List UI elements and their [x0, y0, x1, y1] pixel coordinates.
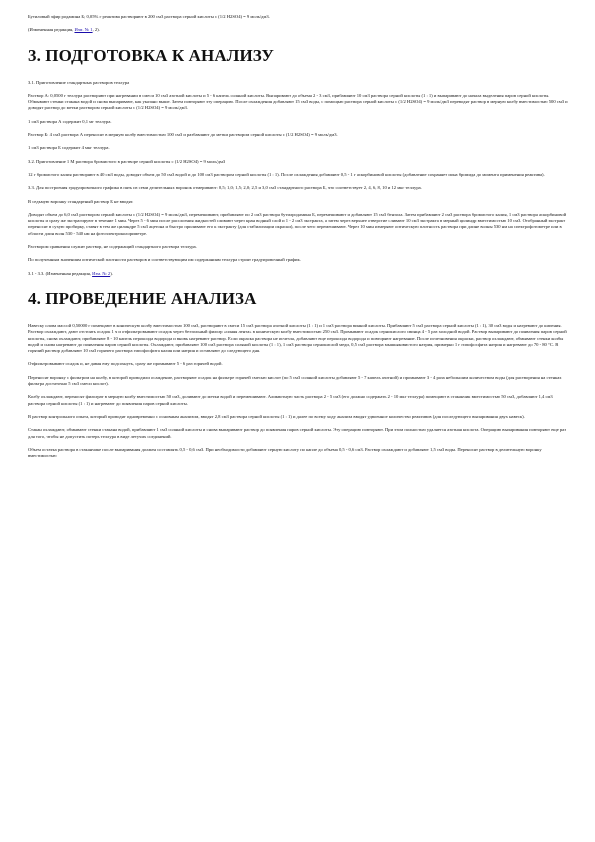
paragraph: 12 г бромистого калия растворяют в 40 см3 воды, доводят объем до 50 см3 водой и до 100 см3 раствором серной кислоты (1 : 1). После охлаждения добавляют 0,5 - 1 г аскорбиновой кислоты (добавление сохраняет иона бромида до момента применения реактива).	[28, 171, 545, 177]
amendment-link-1[interactable]: Изм. № 1	[74, 27, 93, 33]
paragraph: Раствором сравнения служит раствор, не содержащий стандартного раствора теллура.	[28, 244, 197, 250]
edition-note-prefix: 3.1 - 3.3. (Измененная редакция,	[28, 270, 93, 276]
paragraph: 1 см3 раствора А содержит 0,1 мг теллура.	[28, 118, 112, 124]
paragraph: Объем остатка раствора в стаканчике после выпаривания должен составлять 0,5 - 0,6 см3. При необходимости добавляют серную кислоту по капле до объема 0,5 - 0,6 см3. Раствор охлаждают и добавляют 1,5 см3 воды. Переносят раствор в делительную воронку вместимостью	[28, 446, 542, 459]
paragraph: Раствор Б: 4 см3 раствора А переносят в мерную колбу вместимостью 100 см3 и разбавляют до метки раствором серной кислоты с (1/2 H2SO4) = 9 моль/дм3.	[28, 132, 338, 138]
paragraph: По полученным значениям оптической плотности растворов и соответствующим им содержаниям теллура строят градуировочный график.	[28, 257, 301, 263]
paragraph: Стакан охлаждают, обмывают стенки стакана водой, прибавляют 1 см3 соляной кислоты и снова выпаривают раствор до появления паров серной кислоты. Эту операцию повторяют. При этом полностью удаляется азотная кислота. Операцию выпаривания повторяют еще раз для того, чтобы не допустить потерь теллура в виде летучих соединений.	[28, 427, 567, 439]
section-3-heading: 3. ПОДГОТОВКА К АНАЛИЗУ	[28, 45, 275, 65]
paragraph: 1 см3 раствора Б содержит 4 мкг теллура.	[28, 145, 110, 151]
edition-note-suffix: , 2).	[92, 27, 100, 33]
paragraph: Колбу охлаждают, переносят фильтрат в мерную колбу вместимостью 50 см3, доливают до метки водой и перемешивают. Аликвотную часть раствора 2 - 5 см3 (его должно содержать 2 - 10 мкг теллура) помещают в стаканчик вместимостью 50 см3, добавляют 1,4 см3 раствора серной кислоты (1 : 1) и нагревают до появления паров серной кислоты.	[28, 394, 553, 406]
paragraph: Переносят воронку с фильтром на колбу, в которой проводили осаждение, растворяют осадок на фильтре горячей смесью кислот (по 5 см3 соляной кислоты добавляют 5 - 7 капель азотной) и промывают 3 - 4 раза небольшим количеством воды (для растворения на стенках фильтра достаточно 5 см3 смеси кислот).	[28, 374, 562, 387]
paragraph: Доводят объем до 6,0 см3 раствором серной кислоты с (1/2 H2SO4) = 9 моль/дм3, перемешивают, прибавляют по 2 см3 раствора бутилродамина Б, перемешивают и добавляют 15 см3 бензола. Затем прибавляют 2 см3 раствора бромистого калия, 1 см3 раствора аскорбиновой кислоты и сразу же экстрагируют в течение 1 мин. Через 5 - 6 мин после расслоения жидкостей сливают через кран водный слой и 1 - 2 см3 экстракта, а затем через верхнее отверстие сливают 10 см3 экстракта в мерный цилиндр вместимостью 10 см3. Отобранный экстракт переносят в сухую пробирку, ставят в тем же цилиндре 5 см3 ацетона и быстро приливают его к экстракту (для стабилизации окраски), после чего перемешивают. Через 10 мин измеряют оптическую плотность раствора при длине волны 530 нм на спектрофотометре или в области длин волн 530 - 540 нм на фотоэлектроколориметре.	[28, 211, 567, 236]
section-3-edition-note	[28, 271, 568, 277]
intro-paragraph: Бутиловый эфир родамина Б; 0,05% г реактива растворяют в 200 см3 раствора серной кислоты с (1/2 H2SO4) = 9 моль/дм3.	[28, 14, 270, 19]
paragraph: Раствор А: 0,0500 г теллура растворяют при нагревании в смеси 10 см3 азотной кислоты и 5 - 6 капель соляной кислоты. Выпаривают до объема 2 - 3 см3, прибавляют 10 см3 раствора серной кислоты (1 : 1) и выпаривают до начала выделения паров серной кислоты. Обмывают стенки стакана водой и снова выпаривают, как указано выше. Затем повторяют эту операцию. После охлаждения добавляют 15 см3 воды, с помощью раствора серной кислоты с (1/2 H2SO4) = 9 моль/дм3 переводят раствор в мерную колбу вместимостью 500 см3 и доводят раствор до метки раствором серной кислоты с (1/2 H2SO4) = 9 моль/дм3.	[28, 92, 568, 111]
paragraph: В раствор контрольного опыта, который проводят одновременно с основным анализом, вводят 2,8 см3 раствора серной кислоты (1 : 1) и далее по всему ходу анализа вводят удвоенное количество реактивов (для последующего выпаривания двух навеск).	[28, 413, 525, 419]
document-page	[28, 14, 568, 466]
paragraph: В седьмую воронку стандартный раствор Б не вводят.	[28, 198, 134, 204]
paragraph: Навеску олова массой 0,50000 г помещают в коническую колбу вместимостью 100 см3, растворяют в смеси 15 см3 раствора азотной кислоты (1 : 1) и 1 см3 раствора винной кислоты. Прибавляют 5 см3 раствора серной кислоты (1 : 1), 30 см3 воды и нагревают до кипения. Раствор охлаждают, дают отстоять осадок 1 ч и отфильтровывают осадок через беззольный фильтр «синяя лента» в коническую колбу вместимостью 250 см3. Промывают осадок сернокислого свинца 4 - 5 раз холодной водой. Раствор выпаривают до появления паров серной кислоты, снова охлаждают, прибавляют 8 - 10 капель пероксида водорода и вновь нагревают раствор. Если окраска раствора не исчезла, добавляют еще пероксида водорода и повторяют нагревание. После исчезновения окраски, раствор охлаждают, обмывают стенки колбы водой и снова нагревают до появления паров серной кислоты. Охлаждают, прибавляют 100 см3 раствора соляной кислоты (1 : 1), 1 см3 раствора сернокислой меди, 0,5 см3 раствора мышьяковистого натрия, примерно 1 г гипофосфита натрия и нагревают до 70 - 80 °С. В горячий раствор добавляют 10 см3 горячего раствора гипофосфита калия или натрия и оставляют до следующего дня.	[28, 322, 567, 354]
amendment-link-2[interactable]: Изм. № 2	[92, 270, 111, 276]
paragraph: 3.2. Приготовление 1 М раствора бромистого в растворе серной кислоты с (1/2 H2SO4) = 9 моль/дм3	[28, 158, 226, 164]
paragraph: Отфильтровывают осадок и, не давая ему подсохнуть, сразу же промывают 5 - 6 раз горячей водой.	[28, 361, 223, 367]
edition-note-suffix: ).	[110, 270, 113, 276]
section-4-heading: 4. ПРОВЕДЕНИЕ АНАЛИЗА	[28, 288, 257, 308]
intro-edition-note	[28, 27, 568, 33]
paragraph: 3.3. Для построения градуировочного графика в пять из семи делительных воронок отмеривают: 0,5; 1,0; 1,5; 2,0; 2,5 и 3,0 см3 стандартного раствора Б, что соответствует 2, 4, 6, 8, 10 и 12 мкг теллура.	[28, 185, 422, 191]
edition-note-prefix: (Измененная редакция,	[28, 27, 75, 33]
paragraph: 3.1. Приготовление стандартных растворов теллура	[28, 79, 130, 85]
